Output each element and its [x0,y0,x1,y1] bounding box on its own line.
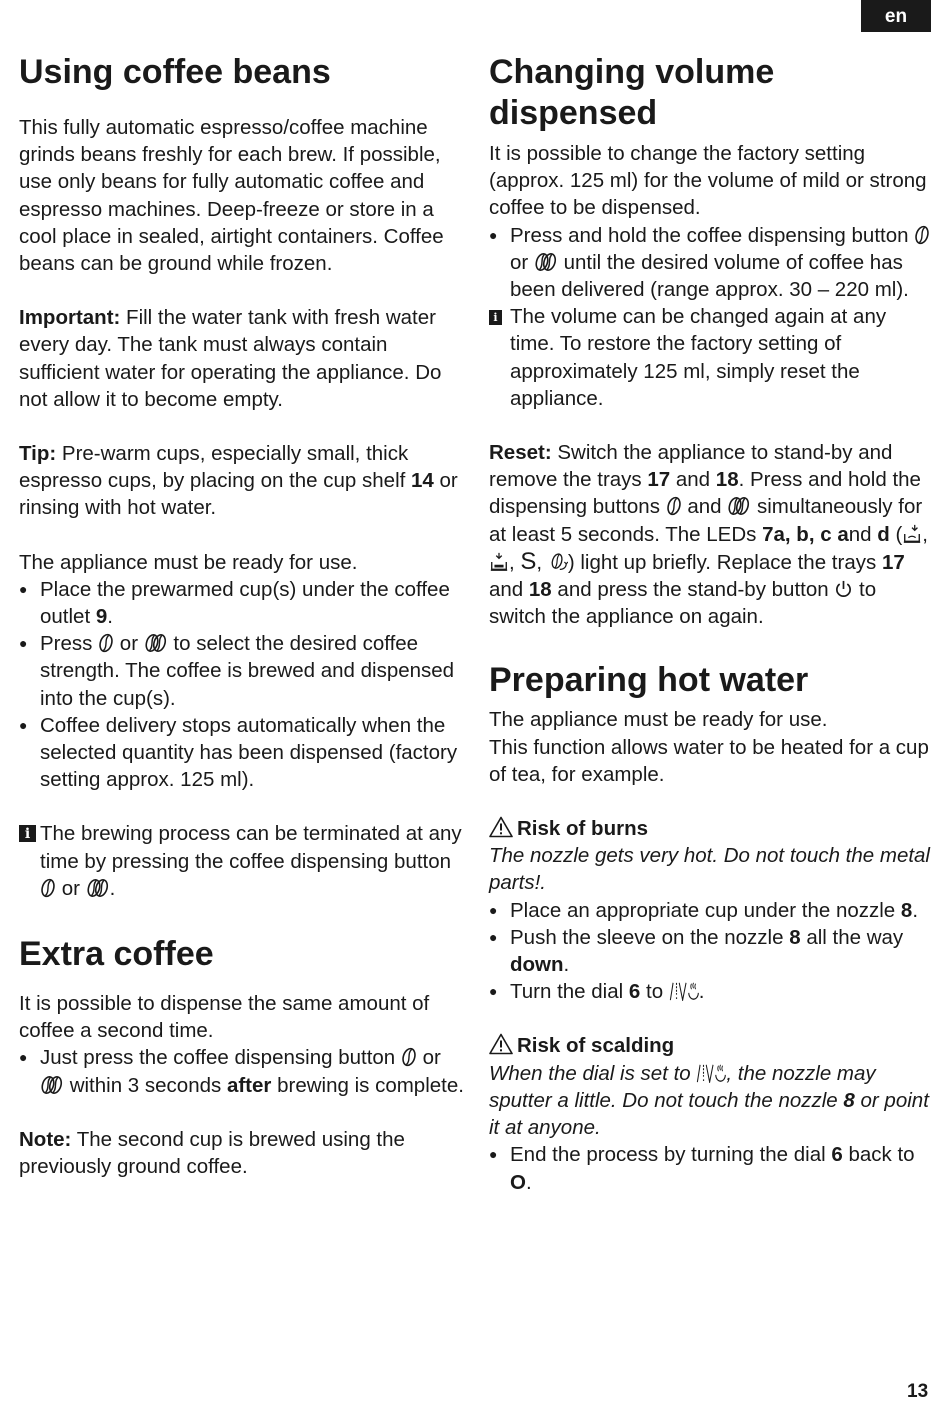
step-text: back to [842,1143,915,1167]
tray-number: 17 [647,468,671,492]
info-or: or [56,876,86,900]
reset-and: and [489,578,529,602]
note [19,1126,464,1180]
hot-water-steam-symbol-icon [696,1063,726,1083]
tip-text: Pre-warm cups, especially small, thick espresso cups, by placing on the cup shelf [19,442,412,493]
warning-icon [489,816,513,838]
list-item [489,222,934,304]
reset-comma: , [536,550,548,574]
volume-intro: It is possible to change the factory setting (approx. 125 ml) for the volume of mild or strong coffee to be dispensed. [489,142,927,220]
steam-led-s: S [520,547,537,575]
reset-text: to switch the appliance on again. [489,578,877,629]
step-text: Coffee delivery stops automatically when the selected quantity has been dispensed (factory setting approx. 125 ml). [40,713,458,792]
list-item [489,924,934,978]
strong-coffee-icon [144,633,168,653]
step-text: to select the desired coffee strength. The coffee is brewed and dispensed into the cup(s). [40,632,455,710]
reset-instructions [489,439,934,630]
strong-coffee-icon [86,878,110,898]
page-number: 13 [907,1381,929,1402]
nozzle-number: 8 [843,1088,855,1112]
burns-text: The nozzle gets very hot. Do not touch the metal parts!. [489,844,930,895]
step-text: until the desired volume of coffee has been delivered (range approx. 30 – 220 ml). [510,250,909,302]
strong-coffee-icon [727,496,751,516]
reset-text: . Press and hold the dispensing buttons [489,468,921,519]
volume-steps [489,222,934,304]
list-item [19,712,464,794]
reset-label: Reset: [489,441,552,465]
list-item [19,1044,464,1098]
ready-text: The appliance must be ready for use. [19,550,358,574]
after-emphasis: after [226,1073,272,1097]
section-heading-changing-volume: Changing volume dispensed [489,53,775,132]
tip-label: Tip: [19,442,57,466]
scalding-label: Risk of scalding [517,1034,675,1058]
reset-comma: , [509,550,521,574]
reset-and: and [681,495,728,519]
extra-coffee-steps [19,1044,464,1098]
reset-text: Switch the appliance to stand-by and remove the trays [489,441,893,492]
tray-number: 17 [881,550,905,574]
extra-coffee-intro: It is possible to dispense the same amount of coffee a second time. [19,992,430,1043]
right-column [489,52,934,1196]
warning-icon [489,1033,513,1055]
mild-coffee-icon [98,633,114,653]
led-labels: 7a, b, c a [762,522,849,546]
coffee-beans-intro: This fully automatic espresso/coffee machine grinds beans freshly for each brew. If possible, use only beans for fully automatic coffee and espresso machines. Deep-freeze or store in a cool place in sealed, airtight containers. Coffee beans can be ground while frozen. [19,116,444,276]
mild-coffee-icon [666,496,682,516]
hot-water-intro-2: This function allows water to be heated for a cup of tea, for example. [489,735,929,786]
hot-water-steps [489,897,934,1006]
reset-text: ( [889,522,903,546]
step-end: . [912,898,919,922]
reset-text: ) light up briefly. Replace the trays [567,550,882,574]
scalding-text: When the dial is set to [489,1061,697,1085]
coffee-outlet-number: 9 [95,605,108,629]
step-text: Press and hold the coffee dispensing button [510,223,915,247]
info-icon: i [489,310,502,325]
list-item [19,576,464,630]
step-end: . [698,980,705,1004]
mild-coffee-icon [914,225,930,245]
step-text: to [640,980,669,1004]
section-heading-coffee-beans: Using coffee beans [19,53,331,91]
step-or: or [416,1046,441,1070]
scalding-warning-title [489,1032,934,1059]
dial-number: 6 [628,980,641,1004]
important-text: Fill the water tank with fresh water every day. The tank must always contain sufficient water for operating the appliance. Do not allow it to become empty. [19,306,442,411]
section-heading-extra-coffee: Extra coffee [19,935,214,974]
list-item [489,1141,934,1195]
scalding-text: or point it at anyone. [489,1088,929,1140]
down-emphasis: down [510,953,564,977]
step-text: all the way [800,925,904,949]
left-column [19,52,464,1180]
reset-text: simultaneously for at least 5 seconds. The LEDs [489,495,923,546]
info-icon: i [19,825,36,842]
note-text: The second cup is brewed using the previously ground coffee. [19,1127,405,1179]
step-text: within 3 seconds [64,1073,227,1097]
end-steps [489,1141,934,1195]
cup-shelf-number: 14 [411,469,434,493]
bean-refill-led-icon [548,552,568,572]
coffee-beans-steps [19,576,464,794]
step-or: or [510,250,534,274]
info-note [489,303,934,412]
list-item [489,897,934,924]
list-item [489,978,934,1005]
info-text: The brewing process can be terminated at any time by pressing the coffee dispensing button [40,822,462,873]
tray-number: 18 [715,468,739,492]
burns-warning-title [489,815,934,842]
step-text: Press [40,632,99,656]
water-tank-led-icon [902,524,922,544]
mild-coffee-icon [401,1047,417,1067]
list-item [19,630,464,712]
reset-and: and [670,468,716,492]
step-text: Push the sleeve on the nozzle [510,925,790,949]
tip-note [19,440,464,522]
step-text: Just press the coffee dispensing button [40,1046,401,1070]
step-text: End the process by turning the dial [510,1143,832,1167]
note-label: Note: [19,1127,72,1151]
dial-off-position: O [510,1170,526,1194]
hot-water-intro: The appliance must be ready for use. [489,708,828,732]
step-text: Place the prewarmed cup(s) under the coffee outlet [40,577,450,629]
step-text: Place an appropriate cup under the nozzle [510,898,901,922]
drip-tray-led-icon [489,552,509,572]
scalding-text: , the nozzle may sputter a little. Do not touch the nozzle [489,1061,876,1112]
power-icon [834,579,853,599]
step-end: . [563,953,570,977]
step-end: . [107,605,113,629]
reset-text: and press the stand-by button [551,578,835,602]
strong-coffee-icon [534,252,558,272]
hot-water-steam-symbol-icon [669,981,699,1001]
scalding-warning-text [489,1060,934,1142]
strong-coffee-icon [40,1075,64,1095]
info-end: . [109,876,116,900]
info-text: The volume can be changed again at any time. To restore the factory setting of approximately 125 ml, simply reset the appliance. [510,305,887,410]
burns-warning-text [489,842,934,896]
step-end: brewing is complete. [271,1073,464,1097]
important-note [19,304,464,413]
language-tab: en [861,0,931,32]
step-or: or [114,632,144,656]
tip-text-end: or rinsing with hot water. [19,469,458,520]
reset-comma: , [922,522,928,546]
reset-text: nd [848,522,878,546]
led-label-d: d [877,522,890,546]
dial-number: 6 [831,1143,843,1167]
tray-number: 18 [528,578,552,602]
nozzle-number: 8 [789,925,801,949]
important-label: Important: [19,306,121,330]
nozzle-number: 8 [900,898,913,922]
mild-coffee-icon [40,878,56,898]
info-note [19,820,464,902]
burns-label: Risk of burns [517,817,648,841]
section-heading-hot-water: Preparing hot water [489,661,809,700]
step-end: . [525,1170,532,1194]
step-text: Turn the dial [510,980,629,1004]
